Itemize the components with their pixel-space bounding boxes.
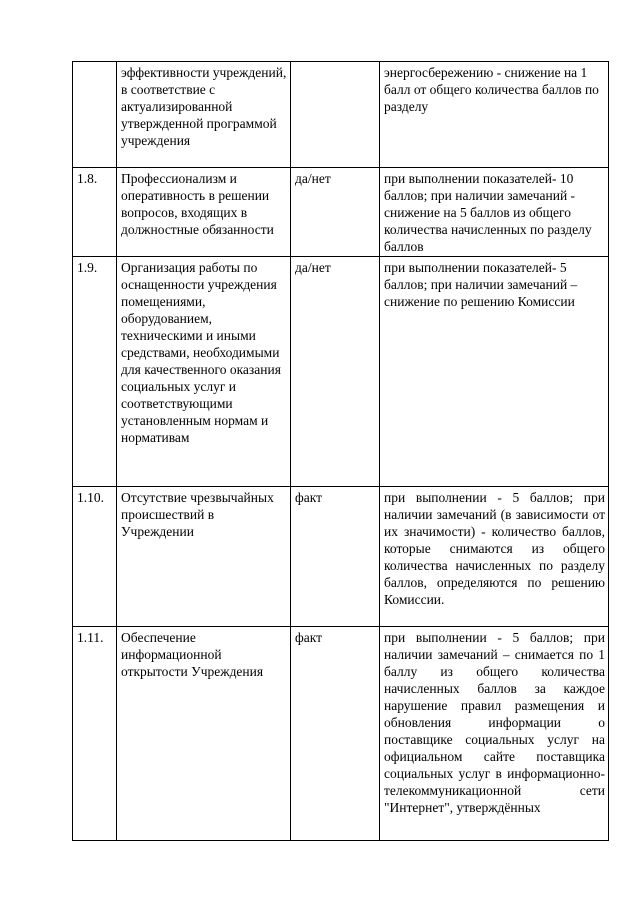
row-number-cell: 1.11. [73, 627, 117, 841]
indicator-name-cell: Обеспечение информационной открытости Учреждения [117, 627, 291, 841]
indicator-name-cell: эффективности учреждений, в соответствие с актуализированной утвержденной программой учреждения [117, 62, 291, 168]
indicator-name-cell: Организация работы по оснащенности учреждения помещениями, оборудованием, техническими и иными средствами, необходимыми для качественного оказания социальных услуг и соответствующими установленным нормам и нормативам [117, 257, 291, 487]
evaluation-type-cell: да/нет [291, 168, 380, 257]
table-row [73, 627, 609, 841]
table-row [73, 257, 609, 487]
criteria-cell: энергосбережению - снижение на 1 балл от общего количества баллов по разделу [380, 62, 609, 168]
criteria-cell: при выполнении - 5 баллов; при наличии замечаний – снимается по 1 баллу из общего количества начисленных баллов за каждое нарушение правил размещения и обновления информации о поставщике социальных услуг на официальном сайте поставщика социальных услуг в информационно-телекоммуникационной сети "Интернет", утверждённых [380, 627, 609, 841]
criteria-cell: при выполнении показателей- 5 баллов; при наличии замечаний – снижение по решению Комиссии [380, 257, 609, 487]
evaluation-type-cell: да/нет [291, 257, 380, 487]
criteria-cell: при выполнении - 5 баллов; при наличии замечаний (в зависимости от их значимости) - количество баллов, которые снимаются из общего количества начисленных по разделу баллов, определяются по решению Комиссии. [380, 487, 609, 627]
criteria-cell: при выполнении показателей- 10 баллов; при наличии замечаний - снижение на 5 баллов из общего количества начисленных по разделу баллов [380, 168, 609, 257]
row-number-cell: 1.8. [73, 168, 117, 257]
criteria-table [72, 61, 609, 841]
table-row [73, 62, 609, 168]
table-row [73, 487, 609, 627]
table-row [73, 168, 609, 257]
evaluation-type-cell: факт [291, 627, 380, 841]
indicator-name-cell: Профессионализм и оперативность в решении вопросов, входящих в должностные обязанности [117, 168, 291, 257]
row-number-cell: 1.10. [73, 487, 117, 627]
indicator-name-cell: Отсутствие чрезвычайных происшествий в Учреждении [117, 487, 291, 627]
evaluation-type-cell [291, 62, 380, 168]
evaluation-type-cell: факт [291, 487, 380, 627]
row-number-cell [73, 62, 117, 168]
row-number-cell: 1.9. [73, 257, 117, 487]
